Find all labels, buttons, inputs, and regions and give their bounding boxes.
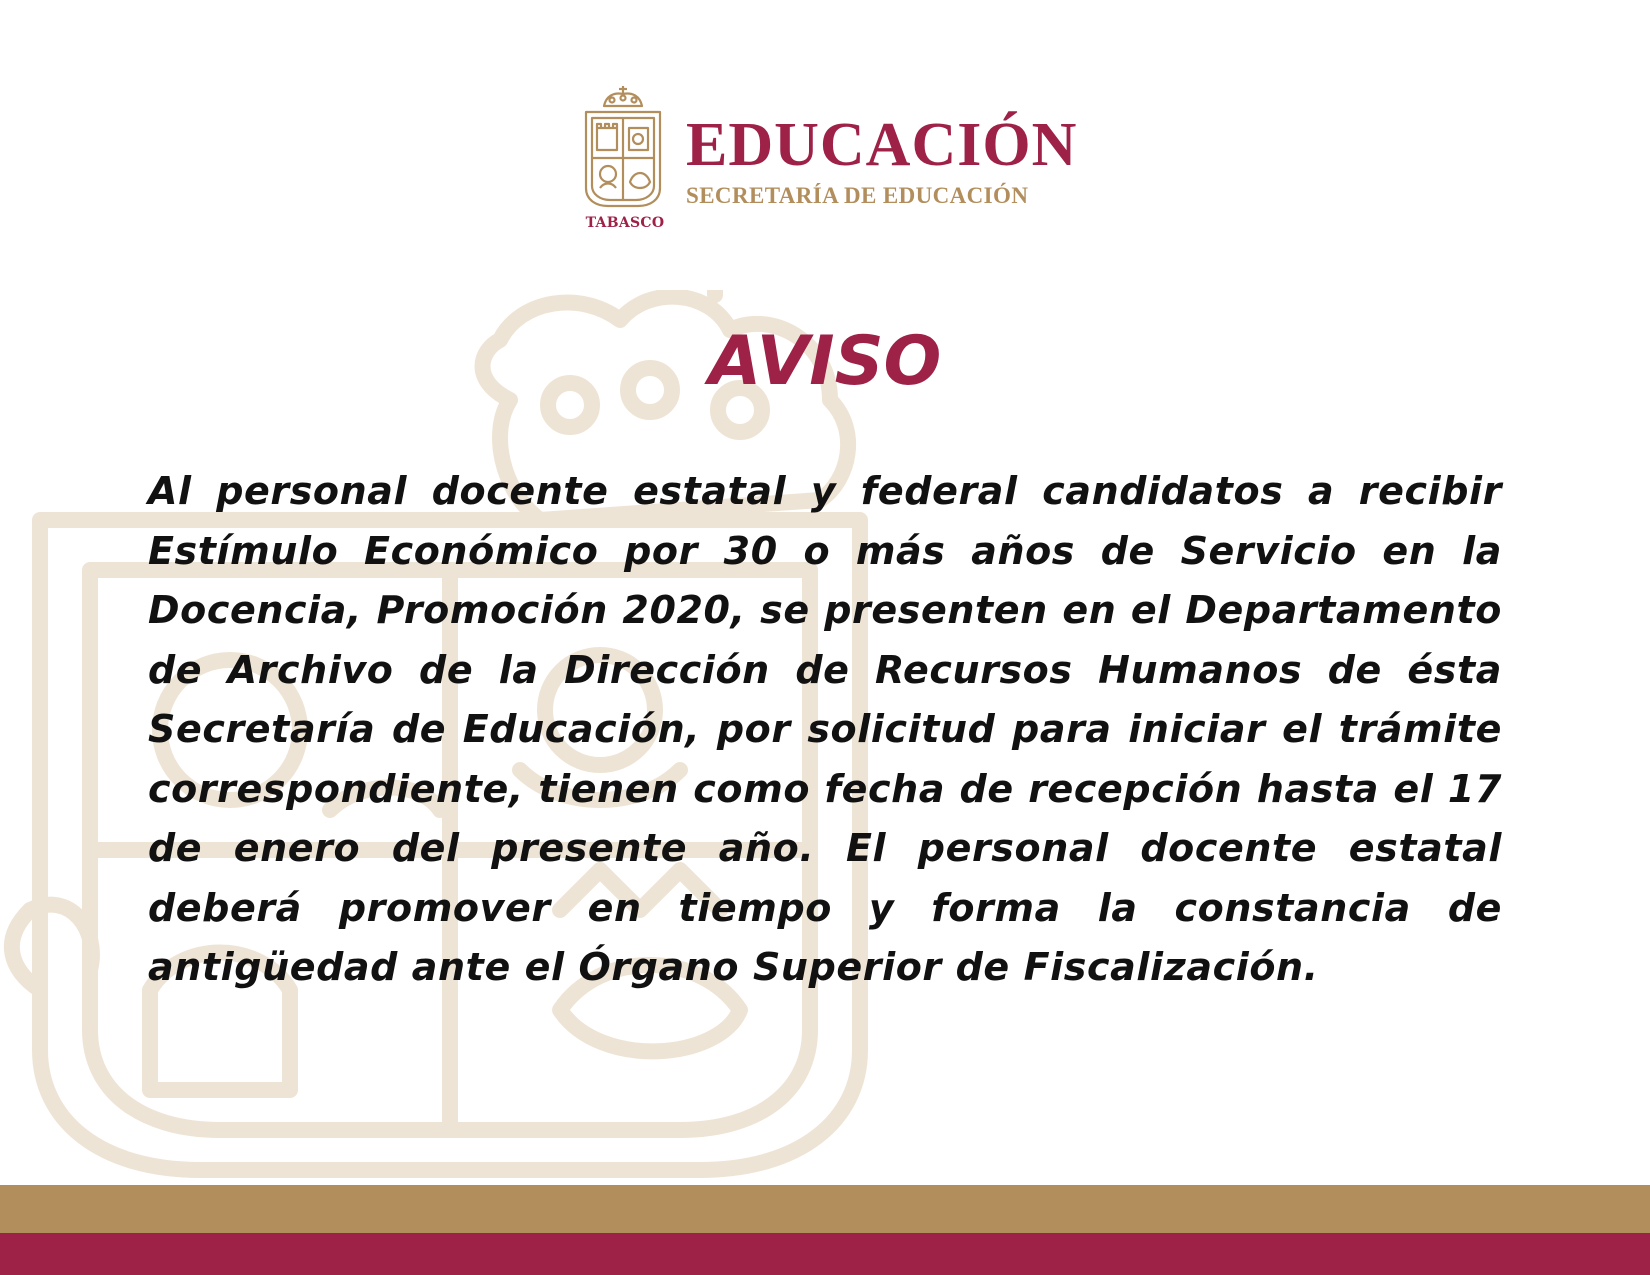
brand-title: EDUCACIÓN	[686, 111, 1078, 179]
tabasco-coat-of-arms-icon	[582, 84, 664, 212]
notice-title: AVISO	[708, 322, 942, 401]
footer-band-wine	[0, 1233, 1650, 1275]
notice-body: Al personal docente estatal y federal candidatos a recibir Estímulo Económico por 30 o más años de Servicio en la Docencia, Promoción 2020, se presenten en el Departamento de Archivo de la Dirección de Recursos Humanos de ésta Secretaría de Educación, por solicitud para iniciar el trámite correspondiente, tienen como fecha de recepción hasta el 17 de enero del presente año. El personal docente estatal deberá promover en tiempo y forma la constancia de antigüedad ante el Órgano Superior de Fiscalización.	[148, 469, 1502, 989]
crest-caption: TABASCO	[585, 215, 665, 231]
footer-band-gold	[0, 1185, 1650, 1233]
brand-subtitle: SECRETARÍA DE EDUCACIÓN	[686, 183, 1029, 208]
header-logo	[582, 84, 1142, 234]
